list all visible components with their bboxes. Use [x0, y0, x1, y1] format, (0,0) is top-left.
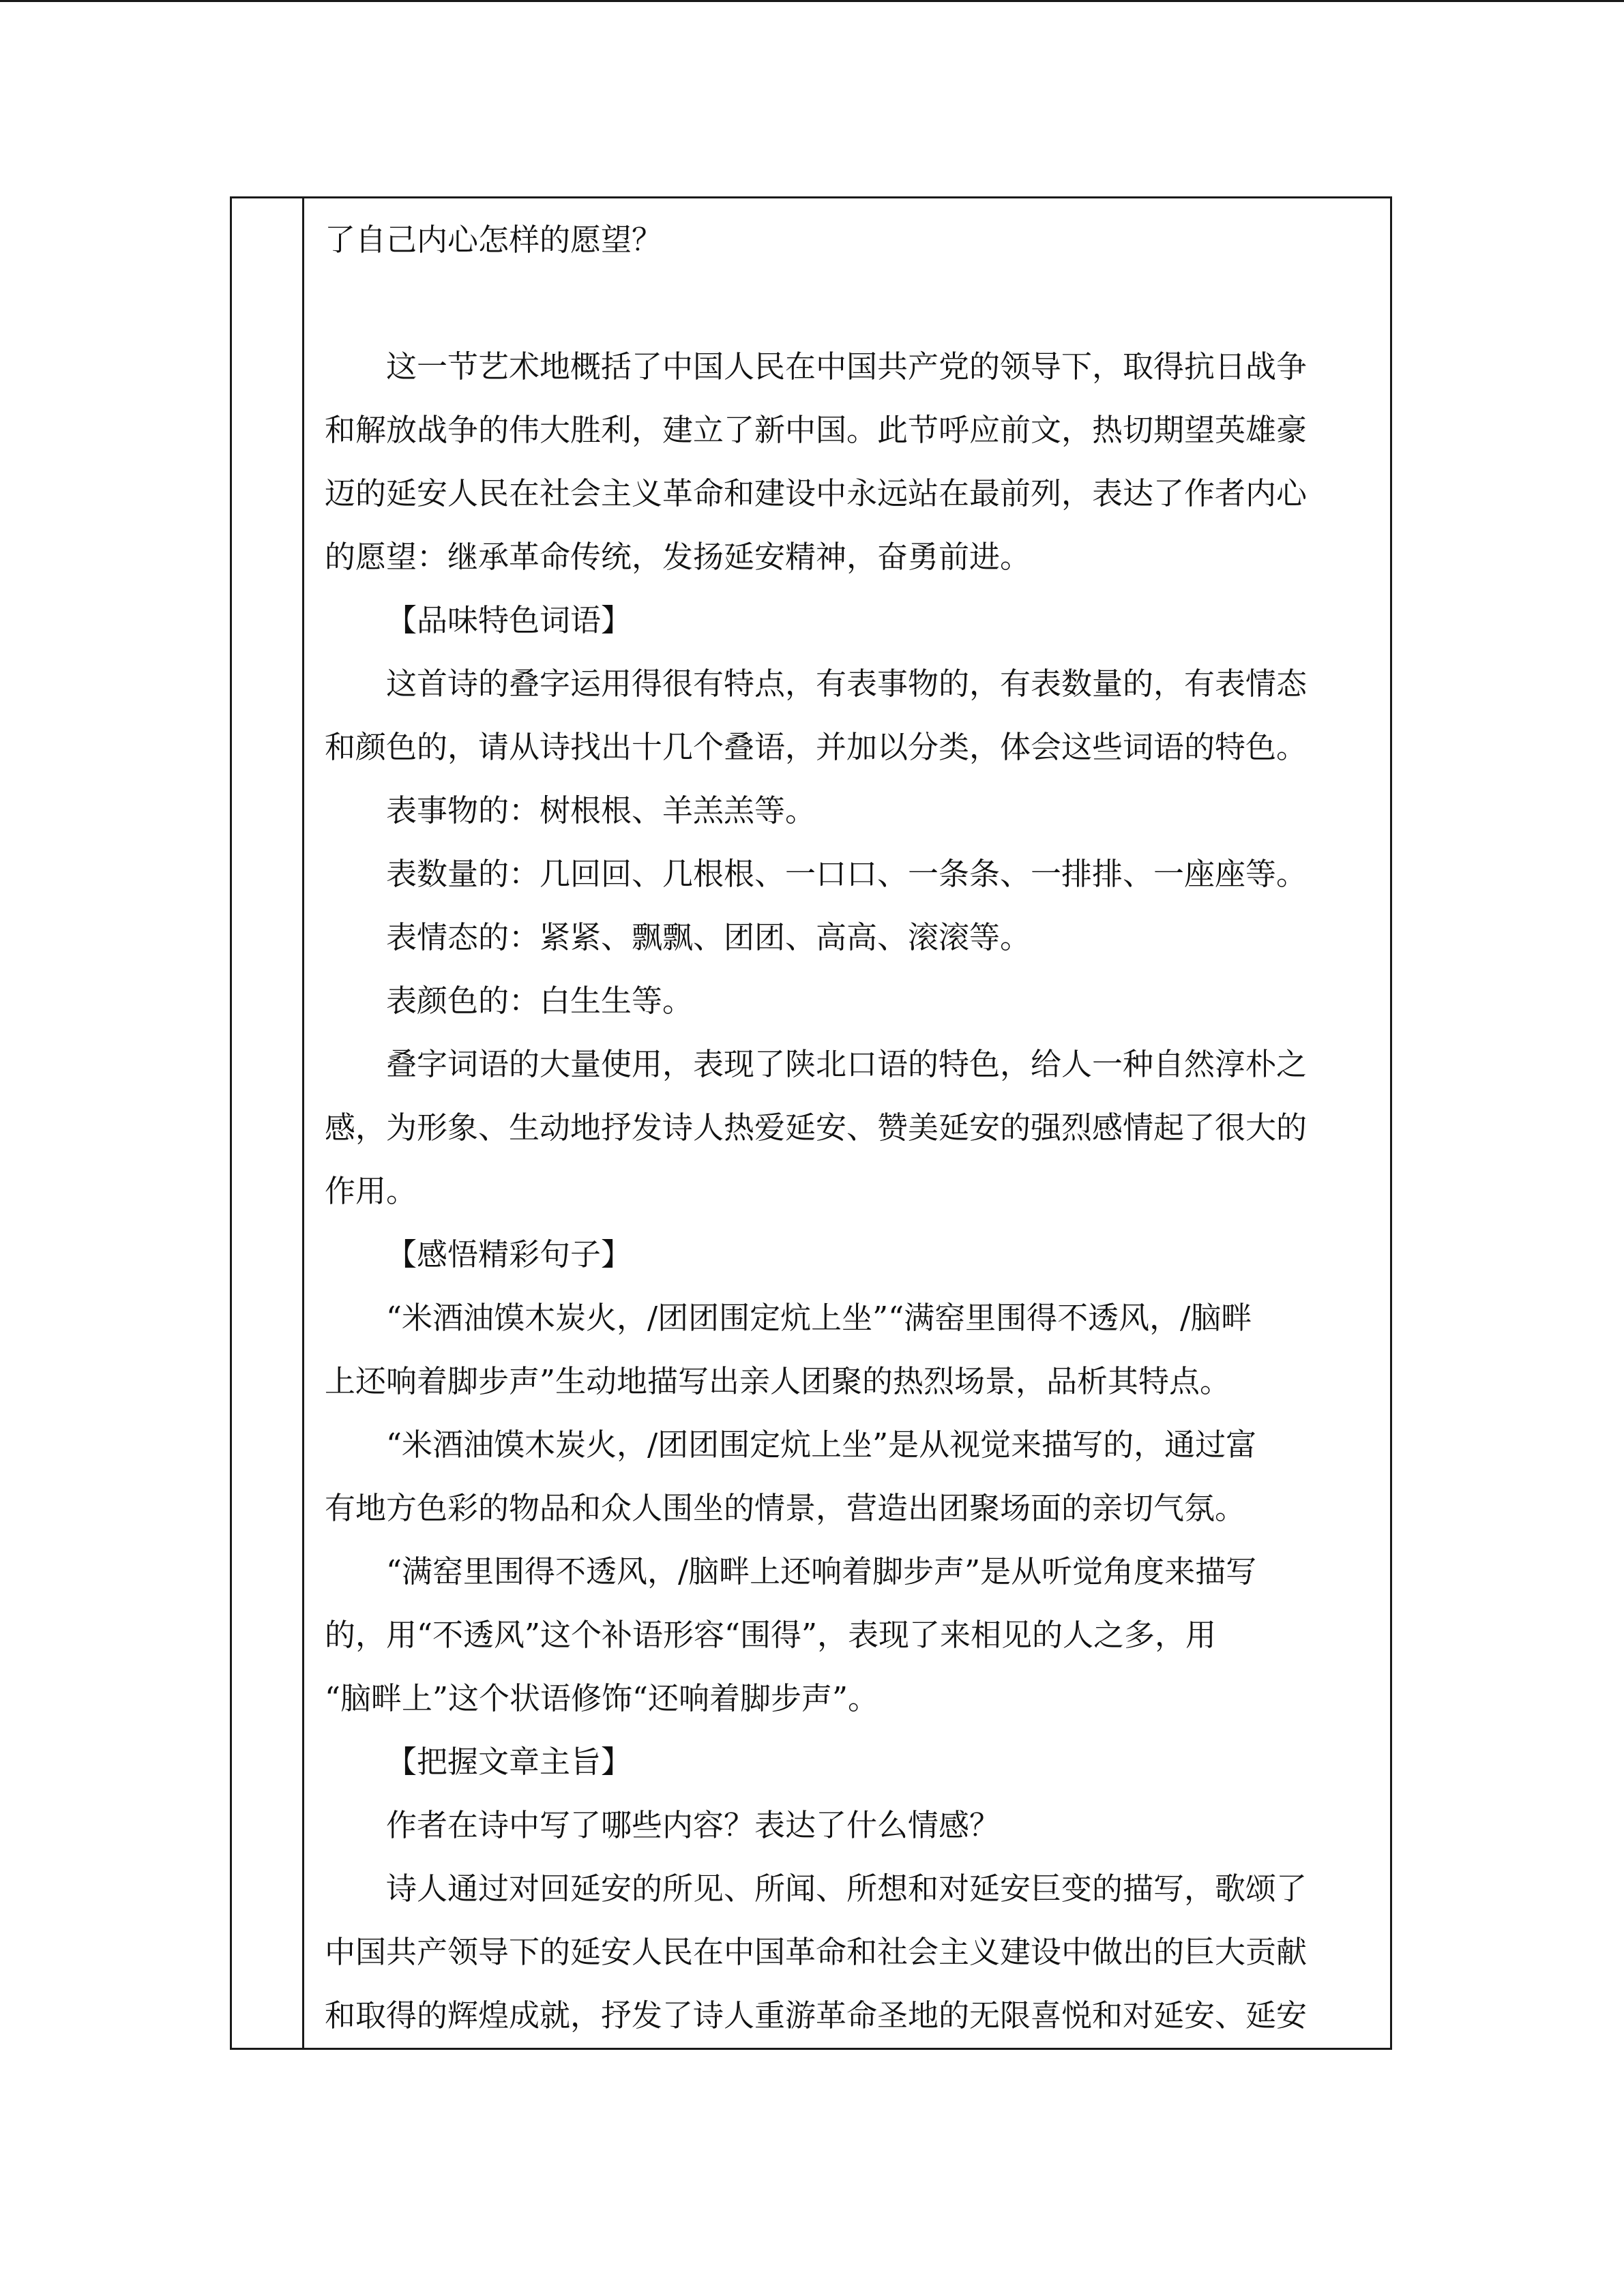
text-line: 感，为形象、生动地抒发诗人热爱延安、赞美延安的强烈感情起了很大的: [325, 1109, 1308, 1146]
text-line: 和解放战争的伟大胜利，建立了新中国。此节呼应前文，热切期望英雄豪: [325, 412, 1308, 448]
lesson-table: [230, 196, 1392, 2050]
text-line: “米酒油馍木炭火，/团团围定炕上坐”“满窑里围得不透风，/脑畔: [386, 1300, 1252, 1336]
text-line: 和取得的辉煌成就，抒发了诗人重游革命圣地的无限喜悦和对延安、延安: [325, 1997, 1308, 2033]
paragraph-gap: [325, 271, 1363, 335]
text-line: 上还响着脚步声”生动地描写出亲人团聚的热烈场景，品析其特点。: [325, 1363, 1231, 1399]
text-line: 和颜色的，请从诗找出十几个叠语，并加以分类，体会这些词语的特色。: [325, 729, 1308, 765]
text-line: 表事物的：树根根、羊羔羔等。: [386, 792, 816, 829]
text-line: 的，用“不透风”这个补语形容“围得”，表现了来相见的人之多，用: [325, 1617, 1217, 1653]
text-line: 表情态的：紧紧、飘飘、团团、高高、滚滚等。: [386, 919, 1031, 955]
text-line: 的愿望：继承革命传统，发扬延安精神，奋勇前进。: [325, 539, 1031, 575]
text-line: 中国共产领导下的延安人民在中国革命和社会主义建设中做出的巨大贡献: [325, 1934, 1308, 1970]
page-top-rule: [0, 0, 1624, 2]
text-line: 表颜色的：白生生等。: [386, 983, 694, 1019]
text-line: 这首诗的叠字运用得很有特点，有表事物的，有表数量的，有表情态: [386, 666, 1308, 702]
text-line: 作者在诗中写了哪些内容？表达了什么情感？: [386, 1807, 1001, 1843]
text-line: 这一节艺术地概括了中国人民在中国共产党的领导下，取得抗日战争: [386, 348, 1308, 385]
text-line: 表数量的：几回回、几根根、一口口、一条条、一排排、一座座等。: [386, 856, 1308, 892]
text-line: 有地方色彩的物品和众人围坐的情景，营造出团聚场面的亲切气氛。: [325, 1490, 1246, 1526]
text-line: “米酒油馍木炭火，/团团围定炕上坐”是从视觉来描写的，通过富: [386, 1427, 1257, 1463]
section-heading: 【品味特色词语】: [386, 602, 632, 638]
text-line: 迈的延安人民在社会主义革命和建设中永远站在最前列，表达了作者内心: [325, 475, 1308, 511]
text-line: 诗人通过对回延安的所见、所闻、所想和对延安巨变的描写，歌颂了: [386, 1870, 1308, 1907]
text-line: 作用。: [325, 1173, 417, 1209]
text-line: 了自己内心怎样的愿望？: [325, 222, 663, 258]
section-heading: 【感悟精彩句子】: [386, 1236, 632, 1272]
table-content-cell: [304, 198, 1390, 2048]
section-heading: 【把握文章主旨】: [386, 1744, 632, 1780]
text-line: “满窑里围得不透风，/脑畔上还响着脚步声”是从听觉角度来描写: [386, 1553, 1257, 1590]
text-line: 叠字词语的大量使用，表现了陕北口语的特色，给人一种自然淳朴之: [386, 1046, 1308, 1082]
table-left-column: [232, 198, 304, 2048]
text-line: “脑畔上”这个状语修饰“还响着脚步声”。: [325, 1680, 879, 1716]
